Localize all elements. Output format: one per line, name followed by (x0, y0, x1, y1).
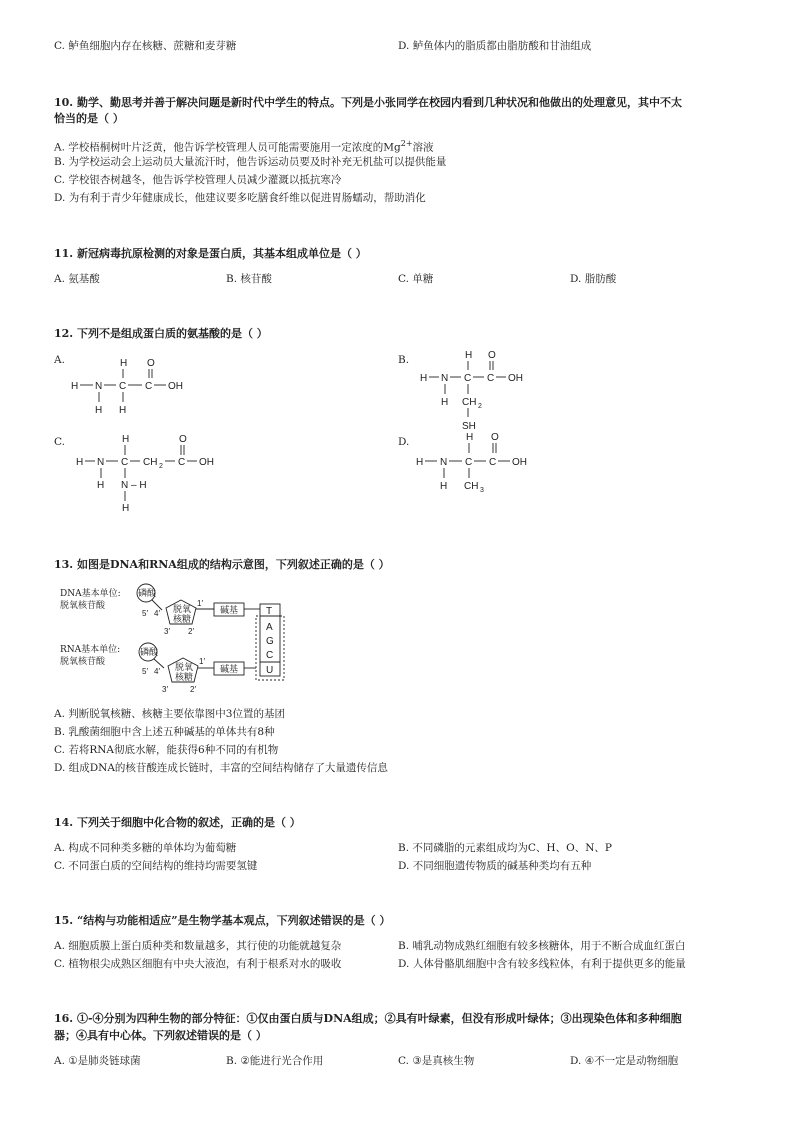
q12-option-c-label: C. (54, 436, 65, 448)
svg-text:DNA基本单位:: DNA基本单位: (60, 589, 121, 599)
q12-stem: 12. 下列不是组成蛋白质的氨基酸的是（ ） (54, 327, 268, 340)
svg-text:脱氧核苷酸: 脱氧核苷酸 (60, 601, 106, 611)
q16-stem-line1: 16. ①-④分别为四种生物的部分特征：①仅由蛋白质与DNA组成；②具有叶绿素，但没有形成叶绿体；③出现染色体和多种细胞 (54, 1012, 682, 1025)
q13-stem: 13. 如图是DNA和RNA组成的结构示意图，下列叙述正确的是（ ） (54, 558, 390, 571)
svg-text:H: H (416, 457, 424, 468)
svg-text:2: 2 (159, 463, 163, 470)
svg-text:N: N (97, 457, 105, 468)
svg-text:OH: OH (512, 457, 527, 468)
q15-option-b: B. 哺乳动物成熟红细胞有较多核糖体，用于不断合成血红蛋白 (398, 940, 686, 952)
q13-option-d: D. 组成DNA的核苷酸连成长链时，丰富的空间结构储存了大量遗传信息 (54, 762, 388, 774)
q10-stem-line2: 恰当的是（ ） (54, 112, 124, 125)
svg-text:N: N (440, 457, 448, 468)
svg-text:U: U (266, 665, 274, 676)
svg-text:N: N (441, 373, 449, 384)
svg-text:N – H: N – H (121, 480, 147, 491)
svg-text:1′: 1′ (197, 599, 203, 608)
q11-option-d: D. 脂肪酸 (570, 273, 617, 285)
q14-option-c: C. 不同蛋白质的空间结构的维持均需要氢键 (54, 860, 258, 872)
svg-text:O: O (147, 358, 155, 369)
svg-text:核糖: 核糖 (173, 615, 192, 625)
svg-text:C: C (487, 373, 495, 384)
svg-text:3′: 3′ (162, 685, 168, 694)
svg-text:脱氧: 脱氧 (173, 605, 192, 615)
svg-text:G: G (266, 636, 274, 647)
q13-option-a: A. 判断脱氧核糖、核糖主要依靠图中3位置的基团 (54, 708, 285, 720)
svg-text:2′: 2′ (190, 685, 196, 694)
svg-text:O: O (488, 350, 496, 361)
svg-text:H: H (71, 381, 79, 392)
svg-text:碱基: 碱基 (220, 606, 239, 616)
svg-text:C: C (178, 457, 186, 468)
q10-option-a: A. 学校梧桐树叶片泛黄，他告诉学校管理人员可能需要施用一定浓度的$Mg^{2+}$溶液 (54, 139, 434, 154)
svg-text:CH: CH (464, 481, 479, 492)
svg-text:磷酸: 磷酸 (138, 589, 157, 599)
svg-text:脱氧: 脱氧 (175, 663, 194, 673)
svg-text:碱基: 碱基 (220, 665, 239, 675)
svg-text:H: H (120, 358, 128, 369)
q10-option-d: D. 为有利于青少年健康成长，他建议要多吃膳食纤维以促进胃肠蠕动，帮助消化 (54, 192, 426, 204)
q13-option-c: C. 若将RNA彻底水解，能获得6种不同的有机物 (54, 744, 279, 756)
svg-text:OH: OH (168, 381, 183, 392)
svg-text:C: C (266, 650, 274, 661)
q16-stem-line2: 器；④具有中心体。下列叙述错误的是（ ） (54, 1029, 267, 1042)
svg-text:H: H (122, 503, 130, 514)
q14-option-b: B. 不同磷脂的元素组成均为C、H、O、N、P (398, 842, 612, 854)
svg-text:C: C (464, 373, 472, 384)
svg-text:H: H (440, 481, 448, 492)
svg-text:C: C (119, 381, 127, 392)
svg-text:H: H (76, 457, 84, 468)
svg-text:C: C (489, 457, 497, 468)
structure-b (408, 344, 548, 434)
svg-text:2: 2 (478, 403, 482, 410)
svg-text:N: N (95, 381, 103, 392)
q16-option-a: A. ①是肺炎链球菌 (54, 1055, 141, 1067)
svg-text:3′: 3′ (164, 627, 170, 636)
svg-text:T: T (266, 606, 273, 617)
q16-option-b: B. ②能进行光合作用 (226, 1055, 324, 1067)
q13-option-b: B. 乳酸菌细胞中含上述五种碱基的单体共有8种 (54, 726, 275, 738)
svg-text:H: H (466, 432, 474, 443)
svg-text:脱氧核苷酸: 脱氧核苷酸 (60, 657, 106, 667)
svg-text:SH: SH (462, 421, 476, 432)
svg-text:H: H (122, 434, 130, 445)
svg-text:5′: 5′ (142, 667, 148, 676)
q9-option-d: D. 鲈鱼体内的脂质都由脂肪酸和甘油组成 (398, 40, 592, 52)
q14-stem: 14. 下列关于细胞中化合物的叙述，正确的是（ ） (54, 816, 301, 829)
q15-option-d: D. 人体骨骼肌细胞中含有较多线粒体，有利于提供更多的能量 (398, 958, 686, 970)
svg-text:H: H (119, 405, 127, 416)
q11-option-a: A. 氨基酸 (54, 273, 100, 285)
q15-option-a: A. 细胞质膜上蛋白质种类和数量越多，其行使的功能就越复杂 (54, 940, 342, 952)
q11-stem: 11. 新冠病毒抗原检测的对象是蛋白质，其基本组成单位是（ ） (54, 247, 367, 260)
svg-text:1′: 1′ (199, 657, 205, 666)
svg-text:C: C (121, 457, 129, 468)
q15-stem: 15. “结构与功能相适应”是生物学基本观点，下列叙述错误的是（ ） (54, 914, 391, 927)
structure-a (60, 352, 200, 422)
svg-text:3: 3 (480, 487, 484, 494)
svg-text:5′: 5′ (142, 609, 148, 618)
svg-text:O: O (491, 432, 499, 443)
svg-text:CH: CH (143, 457, 158, 468)
svg-text:4′: 4′ (154, 609, 160, 618)
svg-text:OH: OH (199, 457, 214, 468)
q16-option-c: C. ③是真核生物 (398, 1055, 475, 1067)
structure-d (404, 428, 544, 500)
q10-option-b: B. 为学校运动会上运动员大量流汗时，他告诉运动员要及时补充无机盐可以提供能量 (54, 156, 447, 168)
q11-option-b: B. 核苷酸 (226, 273, 272, 285)
svg-text:CH: CH (462, 397, 477, 408)
q12-option-a-label: A. (54, 354, 65, 366)
svg-text:H: H (420, 373, 428, 384)
q16-option-d: D. ④不一定是动物细胞 (570, 1055, 679, 1067)
q10-stem-line1: 10. 勤学、勤思考并善于解决问题是新时代中学生的特点。下列是小张同学在校园内看到几种状况和他做出的处理意见，其中不太 (54, 96, 682, 109)
svg-text:H: H (465, 350, 473, 361)
svg-text:4′: 4′ (154, 667, 160, 676)
svg-text:C: C (145, 381, 153, 392)
svg-text:H: H (441, 397, 449, 408)
svg-text:磷酸: 磷酸 (140, 648, 159, 658)
q14-option-a: A. 构成不同种类多糖的单体均为葡萄糖 (54, 842, 237, 854)
q14-option-d: D. 不同细胞遗传物质的碱基种类均有五种 (398, 860, 592, 872)
svg-text:OH: OH (508, 373, 523, 384)
q11-option-c: C. 单糖 (398, 273, 434, 285)
q15-option-c: C. 植物根尖成熟区细胞有中央大液泡，有利于根系对水的吸收 (54, 958, 342, 970)
svg-text:C: C (465, 457, 473, 468)
q12-option-d-label: D. (398, 436, 410, 448)
svg-text:H: H (97, 480, 105, 491)
svg-text:2′: 2′ (188, 627, 194, 636)
svg-text:O: O (179, 434, 187, 445)
q12-option-b-label: B. (398, 354, 410, 366)
svg-text:H: H (95, 405, 103, 416)
svg-text:核糖: 核糖 (175, 673, 194, 683)
q10-option-c: C. 学校银杏树越冬，他告诉学校管理人员减少灌溉以抵抗寒冷 (54, 174, 342, 186)
svg-text:A: A (266, 622, 273, 633)
svg-text:RNA基本单位:: RNA基本单位: (60, 645, 121, 655)
q9-option-c: C. 鲈鱼细胞内存在核糖、蔗糖和麦芽糖 (54, 40, 237, 52)
dna-rna-diagram (56, 582, 306, 694)
structure-c (66, 430, 236, 515)
